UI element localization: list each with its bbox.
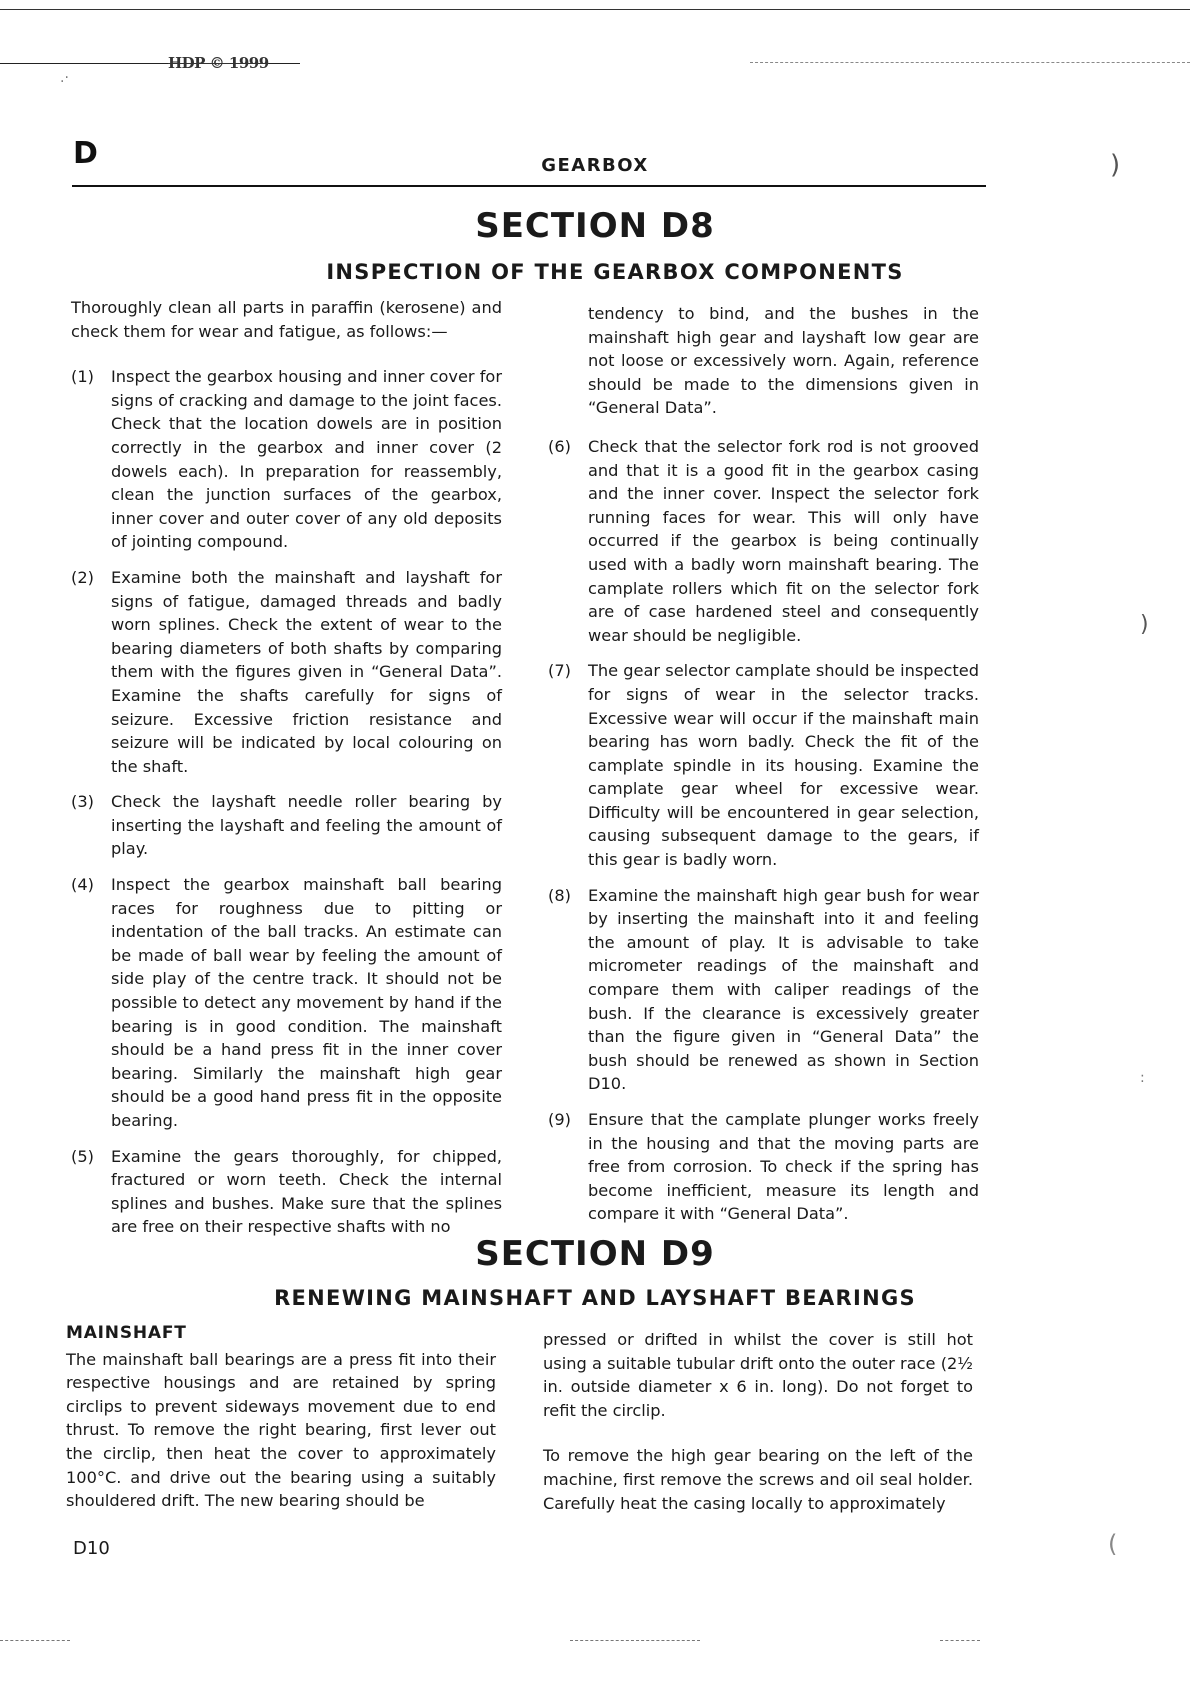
copyright-stamp: HDP © 1999 xyxy=(168,54,269,72)
item-text: Examine the gears thoroughly, for chipped, fractured or worn teeth. Check the internal splines and bushes. Make sure that the splines are free on their respective shafts with no xyxy=(111,1146,502,1237)
section-d8-right-column xyxy=(548,302,979,1226)
item-number: (6) xyxy=(548,436,571,456)
section-d8-left-column xyxy=(71,296,502,1239)
section-d9-left-column xyxy=(66,1322,496,1513)
item-text: Ensure that the camplate plunger works freely in the housing and that the moving parts are free from corrosion. To check if the spring has become inefficient, measure its length and compare it with “General Data”. xyxy=(588,1110,979,1224)
chapter-title: GEARBOX xyxy=(541,155,649,176)
item-number: (2) xyxy=(71,567,94,587)
page-number: D10 xyxy=(73,1538,110,1559)
high-gear-bearing-paragraph: To remove the high gear bearing on the left of the machine, first remove the screws and oil seal holder. Carefully heat the casing locally to approximately xyxy=(543,1446,973,1513)
header-rule xyxy=(72,185,986,187)
list-item xyxy=(71,566,502,778)
item-number: (7) xyxy=(548,661,571,681)
continuation-text: tendency to bind, and the bushes in the mainshaft high gear and layshaft low gear are not loose or excessively worn. Again, reference should be made to the dimensions given in “General Data”. xyxy=(588,304,979,418)
item-number: (9) xyxy=(548,1110,571,1129)
item-text: Inspect the gearbox housing and inner cover for signs of cracking and damage to the joint faces. Check that the location dowels are in position correctly in the gearbox and inner cover (2 dowels each). In preparation for reassembly, clean the junction surfaces of the gearbox, inner cover and outer cover of any old deposits of jointing compound. xyxy=(111,367,502,552)
scan-dash-line xyxy=(750,62,1190,64)
section-d9-subtitle: RENEWING MAINSHAFT AND LAYSHAFT BEARINGS xyxy=(274,1286,916,1310)
list-item xyxy=(71,873,502,1133)
section-d9-right-column xyxy=(543,1328,973,1515)
list-item xyxy=(548,659,979,871)
item-text: The gear selector camplate should be inspected for signs of wear in the selector tracks. Excessive wear will occur if the mainshaft main bearing has worn badly. Check the fit of the camplate spindle in its housing. Examine the camplate gear wheel for excessive wear. Difficulty will be encountered in gear selection, causing subsequent damage to the gears, if this gear is badly worn. xyxy=(588,661,979,870)
list-item xyxy=(71,365,502,554)
scan-dash-line xyxy=(0,1640,70,1642)
mainshaft-paragraph-continued: pressed or drifted in whilst the cover is still hot using a suitable tubular drift onto the outer race (2½ in. outside diameter x 6 in. long). Do not forget to refit the circlip. xyxy=(543,1330,973,1420)
list-item xyxy=(71,1145,502,1239)
top-border-line xyxy=(0,9,1190,10)
list-item xyxy=(548,884,979,1096)
scan-mark: : xyxy=(1140,1070,1145,1086)
list-item xyxy=(548,1108,979,1226)
scan-mark: .· xyxy=(60,70,69,86)
list-item xyxy=(71,790,502,861)
mainshaft-subheading: MAINSHAFT xyxy=(66,1323,187,1343)
scan-dash-line xyxy=(940,1640,980,1642)
list-item xyxy=(548,435,979,647)
section-d9-title: SECTION D9 xyxy=(475,1234,715,1274)
section-d8-title: SECTION D8 xyxy=(475,206,715,246)
item-text: Examine both the mainshaft and layshaft for signs of fatigue, damaged threads and badly worn splines. Check the extent of wear to the bearing diameters of both shafts by comparing them with the figures given in “General Data”. Examine the shafts carefully for signs of seizure. Excessive friction resistance and seizure will be indicated by local colouring on the shaft. xyxy=(111,567,502,776)
binder-hole-mark: ( xyxy=(1108,1530,1118,1558)
item-number: (1) xyxy=(71,367,94,387)
mainshaft-paragraph: The mainshaft ball bearings are a press fit into their respective housings and are retained by spring circlips to prevent sideways movement due to end thrust. To remove the right bearing, first lever out the circlip, then heat the cover to approximately 100°C. and drive out the bearing using a suitably shouldered drift. The new bearing should be xyxy=(66,1349,496,1511)
item-text: Examine the mainshaft high gear bush for wear by inserting the mainshaft into it and feeling the amount of play. It is advisable to take micrometer readings of the mainshaft and compare them with caliper readings of the bush. If the clearance is excessively greater than the figure given in “General Data” the bush should be renewed as shown in Section D10. xyxy=(588,885,979,1094)
scan-dash-line xyxy=(570,1640,700,1642)
section-d8-subtitle: INSPECTION OF THE GEARBOX COMPONENTS xyxy=(326,260,904,284)
item-text: Check that the selector fork rod is not grooved and that it is a good fit in the gearbox casing and the inner cover. Inspect the selector fork running faces for wear. This will only have occurred if the gearbox is being continually used with a badly worn mainshaft bearing. The camplate rollers which fit on the selector fork are of case hardened steel and consequently wear should be negligible. xyxy=(588,436,979,645)
binder-hole-mark: ) xyxy=(1110,150,1121,180)
intro-paragraph: Thoroughly clean all parts in paraffin (kerosene) and check them for wear and fatigue, as follows:— xyxy=(71,298,502,341)
item-text: Inspect the gearbox mainshaft ball bearing races for roughness due to pitting or indentation of the ball tracks. An estimate can be made of ball wear by feeling the amount of side play of the centre track. It should not be possible to detect any movement by hand if the bearing is in good condition. The mainshaft should be a hand press fit in the inner cover bearing. Similarly the mainshaft high gear should be a good hand press fit in the opposite bearing. xyxy=(111,875,502,1130)
binder-hole-mark: ) xyxy=(1140,612,1149,637)
continuation-block xyxy=(548,302,979,420)
item-number: (3) xyxy=(71,792,94,812)
item-number: (5) xyxy=(71,1146,94,1166)
item-number: (8) xyxy=(548,885,571,905)
chapter-letter: D xyxy=(73,136,98,171)
item-text: Check the layshaft needle roller bearing by inserting the layshaft and feeling the amount of play. xyxy=(111,792,502,859)
item-number: (4) xyxy=(71,875,94,895)
